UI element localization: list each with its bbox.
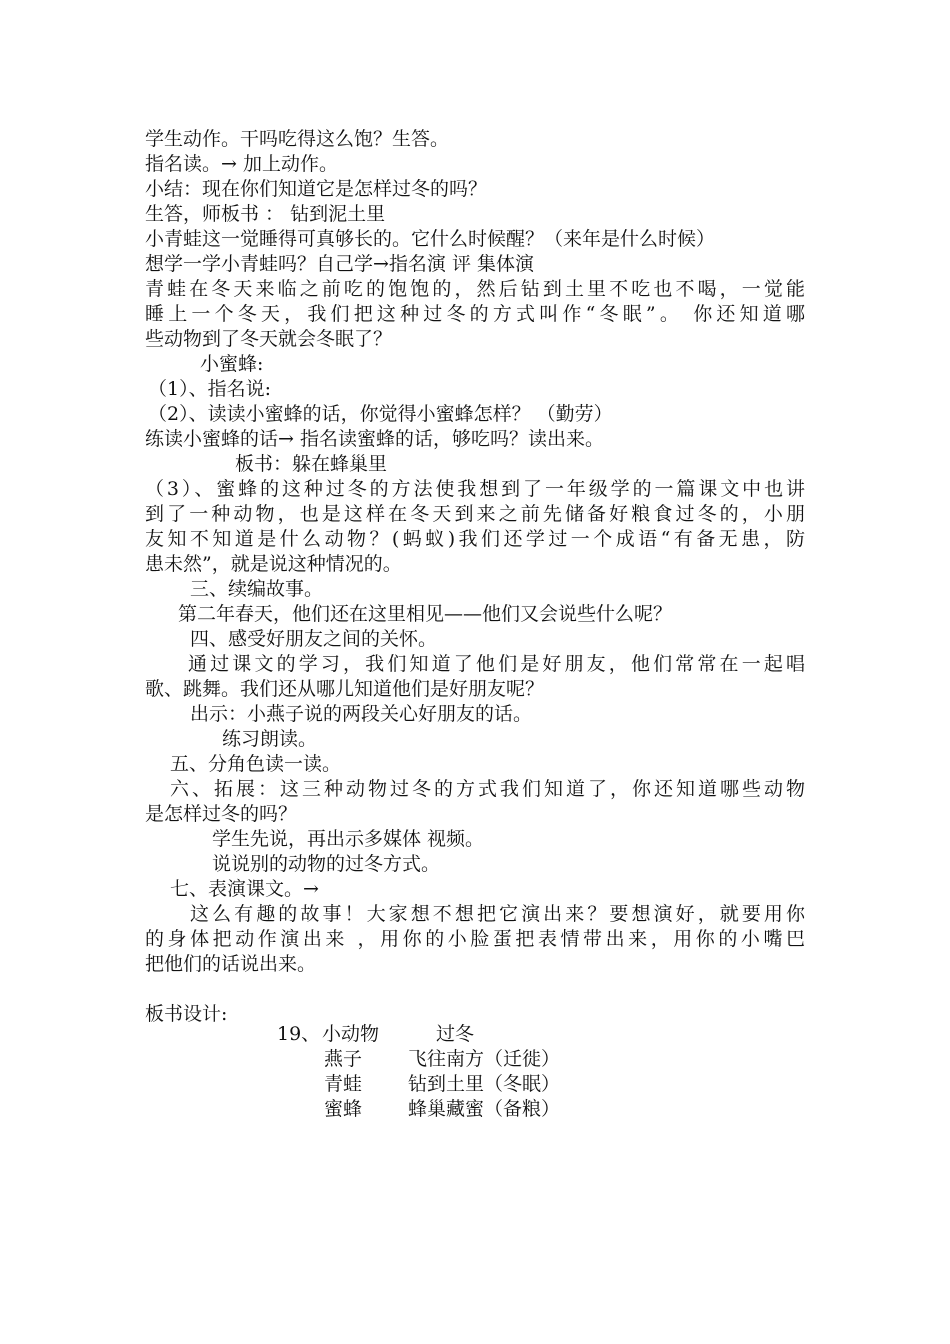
- text-line: 把他们的话说出来。: [145, 953, 317, 975]
- text-line: 到了一种动物，也是这样在冬天到来之前先储备好粮食过冬的，小朋: [145, 503, 805, 525]
- section-heading: 三、续编故事。: [190, 578, 324, 600]
- section-heading: 七、表演课文。→: [170, 878, 319, 900]
- text-line: 练读小蜜蜂的话→ 指名读蜜蜂的话，够吃吗？读出来。: [145, 428, 604, 450]
- text-line: 生答，师板书 ： 钻到泥土里: [145, 203, 386, 225]
- text-line: 通过课文的学习，我们知道了他们是好朋友，他们常常在一起唱: [188, 653, 805, 675]
- text-line: 患未然”，就是说这种情况的。: [145, 553, 402, 575]
- board-animal: 燕子: [324, 1048, 363, 1070]
- text-line: 友知不知道是什么动物？(蚂蚁)我们还学过一个成语“有备无患，防: [145, 528, 805, 550]
- board-winter-way: 飞往南方（迁徙）: [408, 1048, 561, 1070]
- board-col-winter-header: 过冬: [436, 1023, 475, 1045]
- text-line: 青蛙在冬天来临之前吃的饱饱的，然后钻到土里不吃也不喝，一觉能: [145, 278, 805, 300]
- text-line: 小蜜蜂:: [200, 353, 264, 375]
- text-line: 是怎样过冬的吗？: [145, 803, 298, 825]
- section-heading: 五、分角色读一读。: [170, 753, 342, 775]
- board-animal: 青蛙: [324, 1073, 363, 1095]
- text-line: （1）、指名说:: [148, 378, 271, 400]
- text-line: 歌、跳舞。我们还从哪儿知道他们是好朋友呢？: [145, 678, 545, 700]
- text-line: 板书：躲在蜂巢里: [235, 453, 388, 475]
- text-line: （2）、读读小蜜蜂的话，你觉得小蜜蜂怎样？ （勤劳）: [148, 403, 613, 425]
- text-line: 第二年春天，他们还在这里相见——他们又会说些什么呢？: [178, 603, 673, 625]
- board-animal: 蜜蜂: [324, 1098, 363, 1120]
- section-heading: 六、拓展：这三种动物过冬的方式我们知道了，你还知道哪些动物: [170, 778, 805, 800]
- text-line: 些动物到了冬天就会冬眠了？: [145, 328, 393, 350]
- text-line: 睡上一个冬天，我们把这种过冬的方式叫作“冬眠”。 你还知道哪: [145, 303, 805, 325]
- board-winter-way: 蜂巢藏蜜（备粮）: [408, 1098, 561, 1120]
- text-line: 小青蛙这一觉睡得可真够长的。它什么时候醒？（来年是什么时候）: [145, 228, 716, 250]
- board-col-animal-header: 小动物: [322, 1023, 380, 1045]
- text-line: 学生动作。干吗吃得这么饱？生答。: [145, 128, 450, 150]
- text-line: （3）、蜜蜂的这种过冬的方法使我想到了一年级学的一篇课文中也讲: [145, 478, 805, 500]
- board-design-heading: 板书设计:: [145, 1003, 228, 1025]
- section-heading: 四、感受好朋友之间的关怀。: [190, 628, 438, 650]
- text-line: 指名读。→ 加上动作。: [145, 153, 338, 175]
- text-line: 的身体把动作演出来 ，用你的小脸蛋把表情带出来，用你的小嘴巴: [145, 928, 805, 950]
- text-line: 想学一学小青蛙吗？自己学→指名演 评 集体演: [145, 253, 535, 275]
- text-line: 练习朗读。: [222, 728, 318, 750]
- text-line: 说说别的动物的过冬方式。: [212, 853, 441, 875]
- text-line: 学生先说，再出示多媒体 视频。: [212, 828, 485, 850]
- board-winter-way: 钻到土里（冬眠）: [408, 1073, 561, 1095]
- lesson-number: 19、: [277, 1023, 321, 1045]
- text-line: 这么有趣的故事！大家想不想把它演出来？要想演好，就要用你: [190, 903, 805, 925]
- text-line: 出示：小燕子说的两段关心好朋友的话。: [190, 703, 533, 725]
- text-line: 小结：现在你们知道它是怎样过冬的吗？: [145, 178, 488, 200]
